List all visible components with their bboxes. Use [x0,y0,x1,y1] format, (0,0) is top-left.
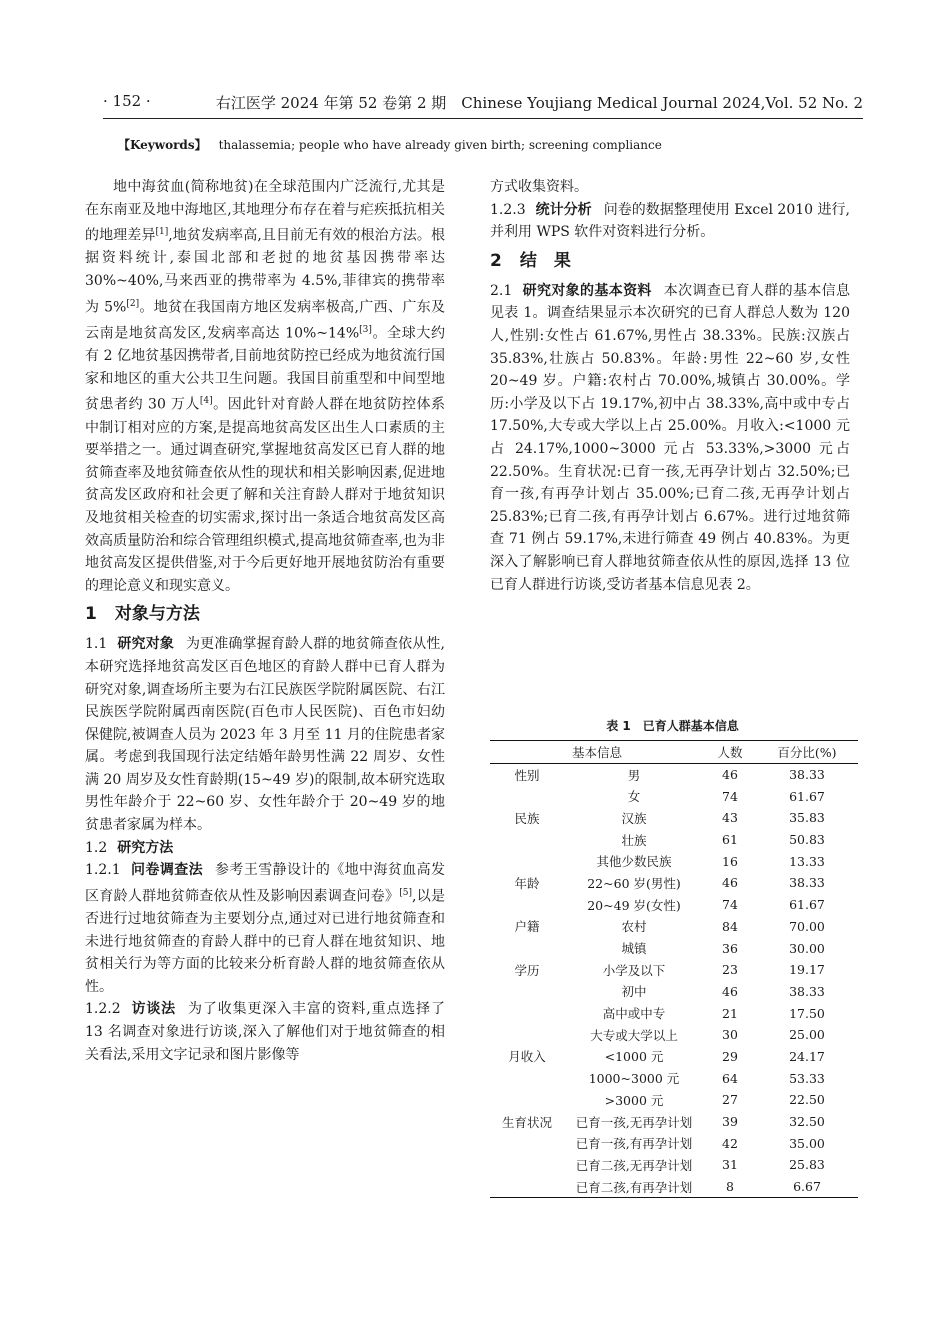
table-row [490,850,858,872]
percent-cell: 25.83 [789,1157,825,1173]
percent-cell: 17.50 [789,1005,825,1021]
category-cell [490,850,564,872]
item-cell: 其他少数民族 [596,854,672,870]
header-cell: 基本信息 [490,741,704,764]
table-row [490,916,858,938]
percent-cell: 38.33 [789,983,825,999]
item-cell: <1000 元 [604,1049,664,1065]
table-row [490,763,858,785]
item-cell: 20~49 岁(女性) [587,897,681,913]
table-row [490,1067,858,1089]
table-row [490,1111,858,1133]
count-cell: 84 [722,918,738,934]
citation: [5] [399,887,412,898]
table-row [490,829,858,851]
item-cell: 22~60 岁(男性) [587,875,681,891]
table-row [490,1046,858,1068]
category-cell: 学历 [514,962,540,978]
table-caption: 表 1 已育人群基本信息 [606,719,739,733]
intro-paragraph: 地中海贫血(简称地贫)在全球范围内广泛流行,尤其是在东南亚及地中海地区,其地理分布存在着与疟疾抵抗相关的地理差异[1],地贫发病率高,且目前无有效的根治方法。根据资料统计,泰国北部和老挝的地贫基因携带率达 30%~40%,马来西亚的携带率为 4.5%,菲律宾的携带率为 5%[2]。地贫在我国南方地区发病率极高,广西、广东及云南是地贫高发区,发病率高达 10%~14%[3]。全球大约有 2 亿地贫基因携带者,目前地贫防控已经成为地贫流行国家和地区的重大公共卫生问题。我国目前重型和中间型地贫患者约 30 万人[4]。因此针对育龄人群在地贫防控体系中制订相对应的方案,是提高地贫高发区出生人口素质的主要举措之一。通过调查研究,掌握地贫高发区已育人群的地贫筛查率及地贫筛查依从性的现状和相关影响因素,促进地贫高发区政府和社会更了解和关注育龄人群对于地贫知识及地贫相关检查的切实需求,探讨出一条适合地贫高发区高效高质量防治和综合管理组织模式,提高地贫筛查率,也为非地贫高发区提供借鉴,对于今后更好地开展地贫防治有重要的理论意义和现实意义。 [85,179,446,594]
item-cell: 农村 [621,919,647,935]
percent-cell: 70.00 [789,918,825,934]
running-header [103,92,863,114]
category-cell [490,1132,564,1154]
table-row [490,1089,858,1111]
table-row [490,807,858,829]
percent-cell: 61.67 [789,788,825,804]
table-row [490,981,858,1003]
item-cell: >3000 元 [604,1092,664,1108]
table-header-row [490,741,858,764]
percent-cell: 50.83 [789,832,825,848]
keywords-line [118,136,662,153]
item-cell: 初中 [621,984,647,1000]
item-cell: 女 [627,789,641,805]
item-cell: 高中或中专 [602,1006,666,1022]
count-cell: 23 [722,962,738,978]
right-column [490,176,850,596]
item-cell: 已育一孩,无再孕计划 [575,1114,693,1130]
table-row [490,937,858,959]
count-cell: 42 [722,1135,738,1151]
table-row [490,1132,858,1154]
count-cell: 46 [722,767,738,783]
table-row [490,1154,858,1176]
keywords-label: 【Keywords】 [118,138,207,152]
keywords-text: thalassemia; people who have already given birth; screening compliance [218,138,662,152]
basic-info-table [490,740,858,1198]
section-heading-1: 1 对象与方法 [85,604,200,625]
header-rule [103,118,863,119]
subsection-1-2-3: 1.2.3 统计分析 问卷的数据整理使用 Excel 2010 进行,并利用 WPS 软件对资料进行分析。 [490,201,850,241]
percent-cell: 24.17 [789,1048,825,1064]
continued-text: 方式收集资料。 [490,179,588,195]
category-cell [490,1024,564,1046]
category-cell [490,1154,564,1176]
left-column [85,176,445,1066]
citation: [1] [155,227,169,238]
category-cell [490,937,564,959]
count-cell: 46 [722,875,738,891]
percent-cell: 6.67 [756,1176,858,1198]
item-cell: 1000~3000 元 [588,1071,680,1087]
percent-cell: 19.17 [789,962,825,978]
table-row [490,785,858,807]
item-cell: 汉族 [621,810,647,826]
item-cell: 壮族 [621,832,647,848]
table-row [490,1176,858,1198]
subsection-1-2: 1.2 研究方法 [85,839,174,856]
table-row [490,894,858,916]
count-cell: 36 [722,940,738,956]
category-cell: 性别 [514,767,540,783]
category-cell [490,785,564,807]
percent-cell: 38.33 [789,767,825,783]
count-cell: 8 [704,1176,756,1198]
percent-cell: 61.67 [789,897,825,913]
item-cell: 男 [627,767,641,783]
count-cell: 29 [722,1048,738,1064]
count-cell: 61 [722,832,738,848]
header-cell: 百分比(%) [756,741,858,764]
citation: [4] [199,396,213,407]
percent-cell: 35.83 [789,810,825,826]
percent-cell: 13.33 [789,853,825,869]
count-cell: 31 [722,1157,738,1173]
count-cell: 27 [722,1092,738,1108]
header-cell: 人数 [704,741,756,764]
item-cell: 小学及以下 [602,962,666,978]
table-row [490,872,858,894]
percent-cell: 35.00 [789,1135,825,1151]
table-row [490,1024,858,1046]
item-cell: 已育二孩,无再孕计划 [575,1157,693,1173]
section-heading-2: 2 结 果 [490,250,571,271]
percent-cell: 38.33 [789,875,825,891]
citation: [2] [126,298,140,309]
count-cell: 43 [722,810,738,826]
journal-title: 右江医学 2024 年第 52 卷第 2 期 Chinese Youjiang Medical Journal 2024,Vol. 52 No. 2 [215,94,863,112]
percent-cell: 32.50 [789,1114,825,1130]
subsection-1-2-2: 1.2.2 访谈法 为了收集更深入丰富的资料,重点选择了 13 名调查对象进行访谈,深入了解他们对于地贫筛查的相关看法,采用文字记录和图片影像等 [85,1001,446,1063]
category-cell: 民族 [514,810,540,826]
category-cell [490,1067,564,1089]
subsection-1-2-1: 1.2.1 问卷调查法 参考王雪静设计的《地中海贫血高发区育龄人群地贫筛查依从性及影响因素调查问卷》[5],以是否进行过地贫筛查为主要划分点,通过对已进行地贫筛查和未进行地贫筛查的育龄人群中的已育人群在地贫知识、地贫相关行为等方面的比较来分析育龄人群的地贫筛查依从性。 [85,862,446,995]
count-cell: 16 [722,853,738,869]
category-cell: 户籍 [514,919,540,935]
count-cell: 74 [722,897,738,913]
category-cell [490,894,564,916]
category-cell: 生育状况 [501,1114,552,1130]
subsection-1-1: 1.1 研究对象 为更准确掌握育龄人群的地贫筛查依从性,本研究选择地贫高发区百色地区的育龄人群中已育人群为研究对象,调查场所主要为右江民族医学院附属医院、右江民族医学院附属西南医院(百色市人民医院)、百色市妇幼保健院,被调查人员为 2023 年 3 月至 11 月的住院患者家属。考虑到我国现行法定结婚年龄男性满 22 周岁、女性满 20 周岁及女性育龄期(15~49 岁)的限制,故本研究选取男性年龄介于 22~60 岁、女性年龄介于 20~49 岁的地贫患者家属为样本。 [85,636,446,834]
category-cell: 年龄 [514,875,540,891]
table-row [490,1002,858,1024]
category-cell: 月收入 [508,1049,546,1065]
count-cell: 30 [722,1027,738,1043]
subsection-2-1: 2.1 研究对象的基本资料 本次调查已育人群的基本信息见表 1。调查结果显示本次研究的已育人群总人数为 120 人,性别:女性占 61.67%,男性占 38.33%。民族:汉族占 35.83%,壮族占 50.83%。年龄:男性 22~60 岁,女性 20~49 岁。户籍:农村占 70.00%,城镇占 30.00%。学历:小学及以下占 19.17%,初中占 38.33%,高中或中专占 17.50%,大专或大学以上占 25.00%。月收入:<1000 元占 24.17%,1000~3000 元占 53.33%,>3000 元占 22.50%。生育状况:已育一孩,无再孕计划占 32.50%;已育一孩,有再孕计划占 35.00%;已育二孩,无再孕计划占 25.83%;已育二孩,有再孕计划占 6.67%。进行过地贫筛查 71 例占 59.17%,未进行筛查 49 例占 40.83%。为更深入了解影响已育人群地贫筛查依从性的原因,选择 13 位已育人群进行访谈,受访者基本信息见表 2。 [490,282,850,593]
percent-cell: 53.33 [789,1070,825,1086]
item-cell: 城镇 [621,941,647,957]
item-cell: 大专或大学以上 [590,1027,678,1043]
count-cell: 64 [722,1070,738,1086]
page-number: · 152 · [103,92,151,110]
count-cell: 46 [722,983,738,999]
table-row [490,959,858,981]
count-cell: 21 [722,1005,738,1021]
category-cell [490,981,564,1003]
item-cell: 已育二孩,有再孕计划 [564,1176,704,1198]
category-cell [490,1089,564,1111]
percent-cell: 25.00 [789,1027,825,1043]
percent-cell: 30.00 [789,940,825,956]
category-cell [490,829,564,851]
count-cell: 39 [722,1114,738,1130]
citation: [3] [359,324,372,335]
percent-cell: 22.50 [789,1092,825,1108]
category-cell [490,1176,564,1198]
category-cell [490,1002,564,1024]
count-cell: 74 [722,788,738,804]
item-cell: 已育一孩,有再孕计划 [575,1136,693,1152]
